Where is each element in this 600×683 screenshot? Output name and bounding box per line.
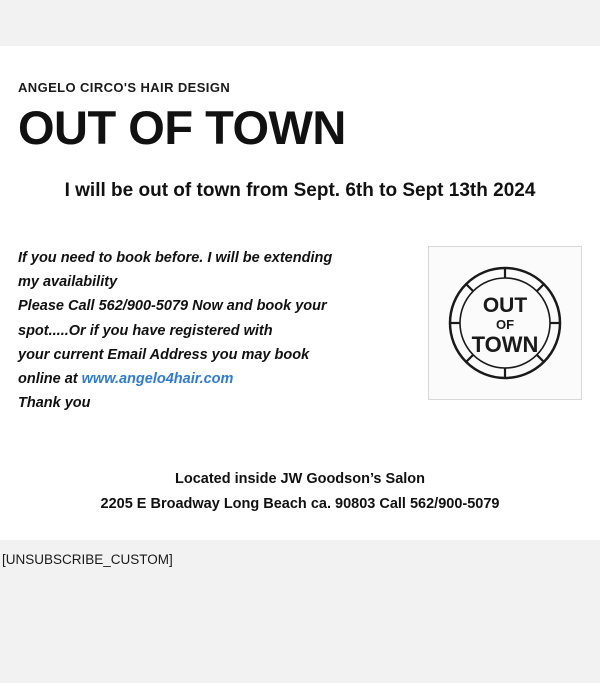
subheadline: I will be out of town from Sept. 6th to Sept 13th 2024 — [64, 180, 536, 202]
body-and-logo-row — [18, 244, 582, 414]
logo-mid-text: OF — [495, 317, 515, 333]
closing-line: Thank you — [18, 394, 91, 411]
drum-circle-logo-icon — [441, 259, 569, 387]
logo-top-text: OUT — [482, 294, 528, 318]
body-line-4: spot.....Or if you have registered with — [18, 322, 273, 339]
page-title: OUT OF TOWN — [18, 101, 346, 154]
body-line-3: Please Call 562/900-5079 Now and book your — [18, 298, 327, 315]
body-copy — [18, 244, 414, 414]
page-top-spacer — [0, 0, 600, 46]
body-line-2: my availability — [18, 274, 118, 291]
logo-bottom-text: TOWN — [471, 332, 539, 358]
email-content — [0, 46, 600, 415]
body-line-6 — [18, 367, 414, 391]
brand-name: ANGELO CIRCO'S HAIR DESIGN — [18, 80, 231, 95]
body-line-5: your current Email Address you may book — [18, 346, 310, 363]
email-body-card — [0, 46, 600, 540]
unsubscribe-placeholder[interactable]: [UNSUBSCRIBE_CUSTOM] — [0, 540, 600, 567]
body-line-1: If you need to book before. I will be extending — [18, 250, 333, 267]
footer-line-1: Located inside JW Goodson’s Salon — [174, 470, 426, 487]
booking-website-link[interactable]: www.angelo4hair.com — [81, 370, 234, 387]
out-of-town-logo-image — [428, 246, 582, 400]
email-footer — [0, 421, 600, 540]
footer-line-2: 2205 E Broadway Long Beach ca. 90803 Call 562/900-5079 — [100, 496, 500, 513]
body-line-6-text: online at — [18, 370, 82, 387]
